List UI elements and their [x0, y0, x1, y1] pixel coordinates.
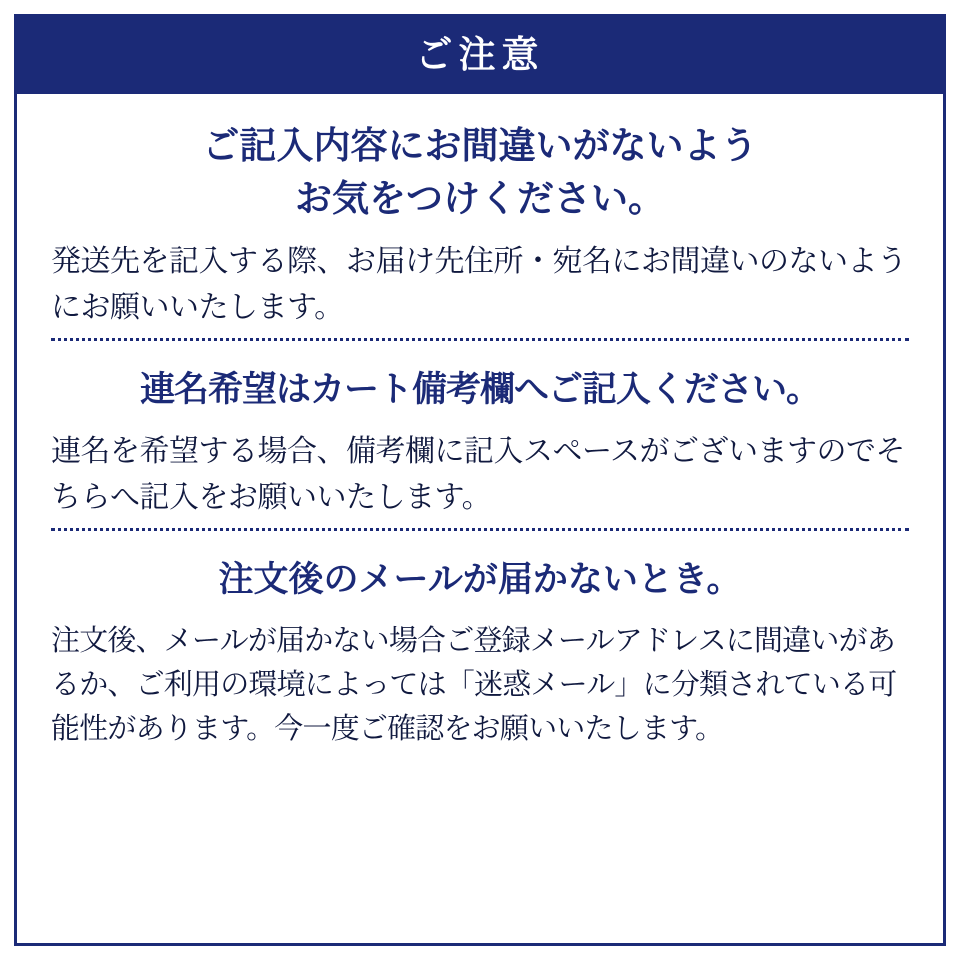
notice-section-2: [51, 347, 909, 537]
section-1-heading: [51, 120, 909, 225]
section-1-heading-line-1: ご記入内容にお間違いがないよう: [202, 125, 758, 166]
divider-1: [51, 338, 909, 341]
section-3-heading-line-1: 注文後のメールが届かないとき。: [218, 560, 742, 600]
section-1-body: 発送先を記入する際、お届け先住所・宛名にお間違いのないようにお願いいたします。: [51, 245, 907, 324]
notice-frame: [14, 14, 946, 946]
page-title: ご注意: [17, 17, 943, 94]
section-1-heading-line-2: お気をつけください。: [295, 177, 665, 219]
notice-section-3: [51, 537, 909, 757]
divider-2: [51, 528, 909, 531]
section-3-body: 注文後、メールが届かない場合ご登録メールアドレスに間違いがあるか、ご利用の環境によっては「迷惑メール」に分類されている可能性があります。今一度ご確認をお願いいたします。: [51, 624, 897, 745]
section-2-body: 連名を希望する場合、備考欄に記入スペースがございますのでそちらへ記入をお願いいたします。: [51, 434, 905, 514]
notice-content: [17, 94, 943, 943]
notice-section-1: [51, 120, 909, 347]
section-2-heading-line-1: 連名希望はカート備考欄へご記入ください。: [139, 370, 820, 410]
section-2-heading: [51, 365, 909, 415]
section-3-heading: [51, 555, 909, 605]
